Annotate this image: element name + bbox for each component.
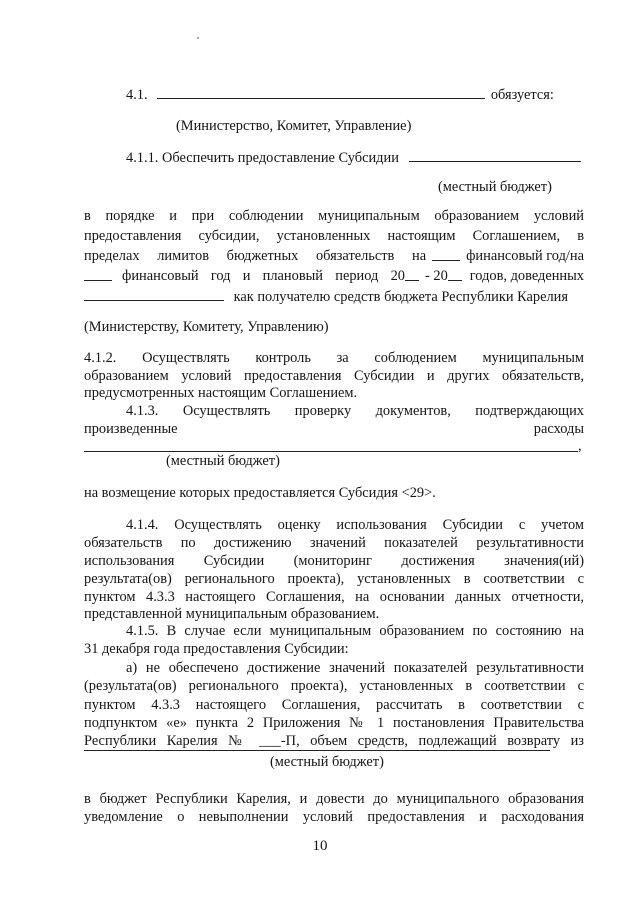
scan-speck bbox=[197, 37, 199, 39]
text-line: уведомление о невыполнении условий предоставления и расходования bbox=[84, 809, 584, 825]
text-line-with-blank bbox=[84, 247, 584, 265]
text-line-with-blanks bbox=[84, 267, 584, 285]
blank-line bbox=[432, 247, 460, 261]
blank-line bbox=[157, 85, 485, 99]
text-line: (результата(ов) регионального проекта), установленных в соответствии с bbox=[84, 678, 584, 694]
clause-number: 4.1. bbox=[126, 87, 148, 103]
text-part: - 20 bbox=[424, 268, 448, 284]
text-line: 4.1.5. В случае если муниципальным образованием по состоянию на bbox=[126, 623, 584, 639]
text-part: финансовый год и плановый период 20 bbox=[122, 268, 405, 284]
caption-local-budget: (местный бюджет) bbox=[166, 453, 280, 469]
text-line: подпунктом «е» пункта 2 Приложения № 1 постановления Правительства bbox=[84, 715, 584, 731]
text-line: предоставления субсидии, установленных настоящим Соглашением, в bbox=[84, 228, 584, 244]
text-part: расходы bbox=[533, 421, 584, 437]
text-part: как получателю средств бюджета Республики Карелия bbox=[233, 289, 568, 305]
blank-line bbox=[448, 267, 462, 281]
text-line-with-blank bbox=[84, 287, 568, 306]
text-line: использования Субсидии (мониторинг достижения значения(ий) bbox=[84, 553, 584, 569]
caption-ministry-dative: (Министерству, Комитету, Управлению) bbox=[84, 319, 329, 335]
text-line: образованием условий предоставления Субсидии и других обязательств, bbox=[84, 368, 584, 384]
text-line: пунктом 4.3.3 настоящего Соглашения, на основании данных отчетности, bbox=[84, 589, 584, 605]
blank-line bbox=[409, 148, 581, 162]
blank-line bbox=[84, 750, 550, 751]
blank-line bbox=[84, 267, 112, 281]
caption-local-budget: (местный бюджет) bbox=[438, 179, 552, 195]
text-line: предусмотренных настоящим Соглашением. bbox=[84, 385, 358, 401]
text-line: Республики Карелия № ___-П, объем средств, подлежащий возврату из bbox=[84, 733, 584, 749]
text-line: 4.1.4. Осуществлять оценку использования Субсидии с учетом bbox=[126, 517, 584, 533]
text-line: результата(ов) регионального проекта), установленных в соответствии с bbox=[84, 571, 584, 587]
text-part: произведенные bbox=[84, 421, 178, 437]
text-part: годов, доведенных bbox=[469, 268, 584, 284]
text-line: в бюджет Республики Карелия, и довести до муниципального образования bbox=[84, 791, 584, 807]
blank-line bbox=[84, 451, 578, 452]
text-line-split bbox=[84, 420, 584, 438]
clause-4-1 bbox=[126, 85, 554, 104]
text-line: 31 декабря года предоставления Субсидии: bbox=[84, 641, 349, 657]
text-line: пунктом 4.3.3 настоящего Соглашения, рассчитать в соответствии с bbox=[84, 697, 584, 713]
text-part: финансовый год/на bbox=[466, 248, 584, 264]
text-line: представленной муниципальным образованием. bbox=[84, 606, 380, 622]
comma: , bbox=[578, 438, 582, 454]
text-line: обязательств по достижению значений показателей результативности bbox=[84, 535, 584, 551]
text-line: на возмещение которых предоставляется Субсидия <29>. bbox=[84, 485, 436, 501]
caption-ministry: (Министерство, Комитет, Управление) bbox=[176, 118, 412, 134]
blank-line bbox=[405, 267, 419, 281]
blank-line bbox=[84, 287, 224, 301]
clause-tail: обязуется: bbox=[490, 87, 554, 103]
text-line: 4.1.2. Осуществлять контроль за соблюдением муниципальным bbox=[84, 350, 584, 366]
clause-text: 4.1.1. Обеспечить предоставление Субсидии bbox=[126, 150, 399, 166]
clause-4-1-1 bbox=[126, 148, 581, 167]
clause-4-1-3: 4.1.3. Осуществлять проверку документов, подтверждающих bbox=[126, 403, 584, 419]
text-line: а) не обеспечено достижение значений показателей результативности bbox=[126, 660, 584, 676]
text-line: в порядке и при соблюдении муниципальным образованием условий bbox=[84, 208, 584, 224]
caption-local-budget: (местный бюджет) bbox=[270, 754, 384, 770]
text-part: пределах лимитов бюджетных обязательств на bbox=[84, 248, 427, 264]
page-number: 10 bbox=[312, 838, 328, 854]
